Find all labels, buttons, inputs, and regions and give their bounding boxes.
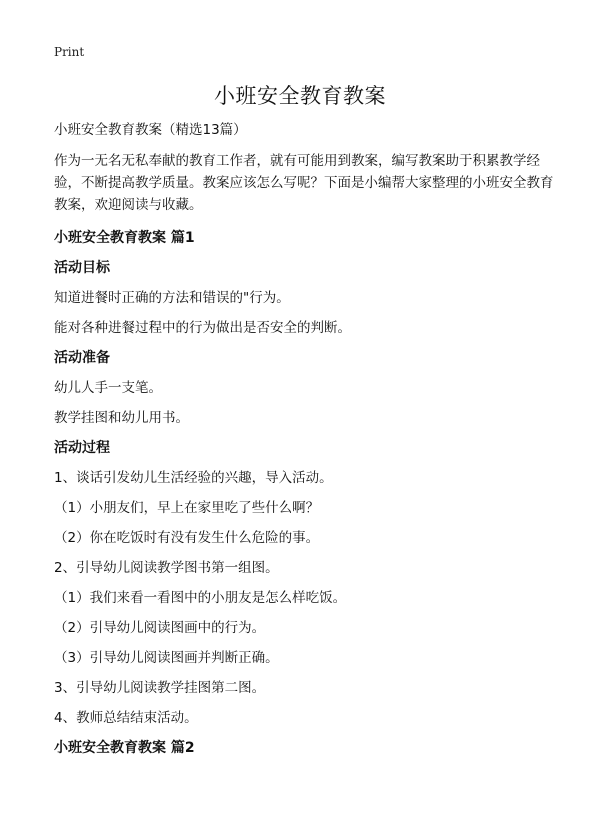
process-step: （1）我们来看一看图中的小朋友是怎么样吃饭。 (54, 590, 347, 606)
process-step: （2）引导幼儿阅读图画中的行为。 (54, 620, 266, 636)
section-1-title: 小班安全教育教案 篇1 (54, 230, 195, 246)
document-subtitle: 小班安全教育教案（精选13篇） (54, 122, 247, 138)
prep-item: 幼儿人手一支笔。 (54, 380, 162, 396)
document-body (54, 120, 554, 768)
process-step: 1、谈话引发幼儿生活经验的兴趣，导入活动。 (54, 470, 333, 486)
document-title: 小班安全教育教案 (214, 84, 386, 108)
section-2-title: 小班安全教育教案 篇2 (54, 740, 195, 756)
prep-heading: 活动准备 (54, 350, 110, 366)
process-step: 3、引导幼儿阅读教学挂图第二图。 (54, 680, 266, 696)
goal-heading: 活动目标 (54, 260, 110, 276)
goal-item: 知道进餐时正确的方法和错误的"行为。 (54, 290, 290, 306)
process-step: 2、引导幼儿阅读教学图书第一组图。 (54, 560, 279, 576)
intro-paragraph: 作为一无名无私奉献的教育工作者，就有可能用到教案，编写教案助于积累教学经验，不断提高教学质量。教案应该怎么写呢？下面是小编帮大家整理的小班安全教育教案，欢迎阅读与收藏。 (54, 153, 554, 213)
goal-item: 能对各种进餐过程中的行为做出是否安全的判断。 (54, 320, 351, 336)
process-step: （1）小朋友们，早上在家里吃了些什么啊？ (54, 500, 320, 516)
process-heading: 活动过程 (54, 440, 110, 456)
print-link[interactable]: Print (54, 45, 85, 59)
process-step: （2）你在吃饭时有没有发生什么危险的事。 (54, 530, 320, 546)
process-step: 4、教师总结结束活动。 (54, 710, 198, 726)
process-step: （3）引导幼儿阅读图画并判断正确。 (54, 650, 279, 666)
prep-item: 教学挂图和幼儿用书。 (54, 410, 189, 426)
